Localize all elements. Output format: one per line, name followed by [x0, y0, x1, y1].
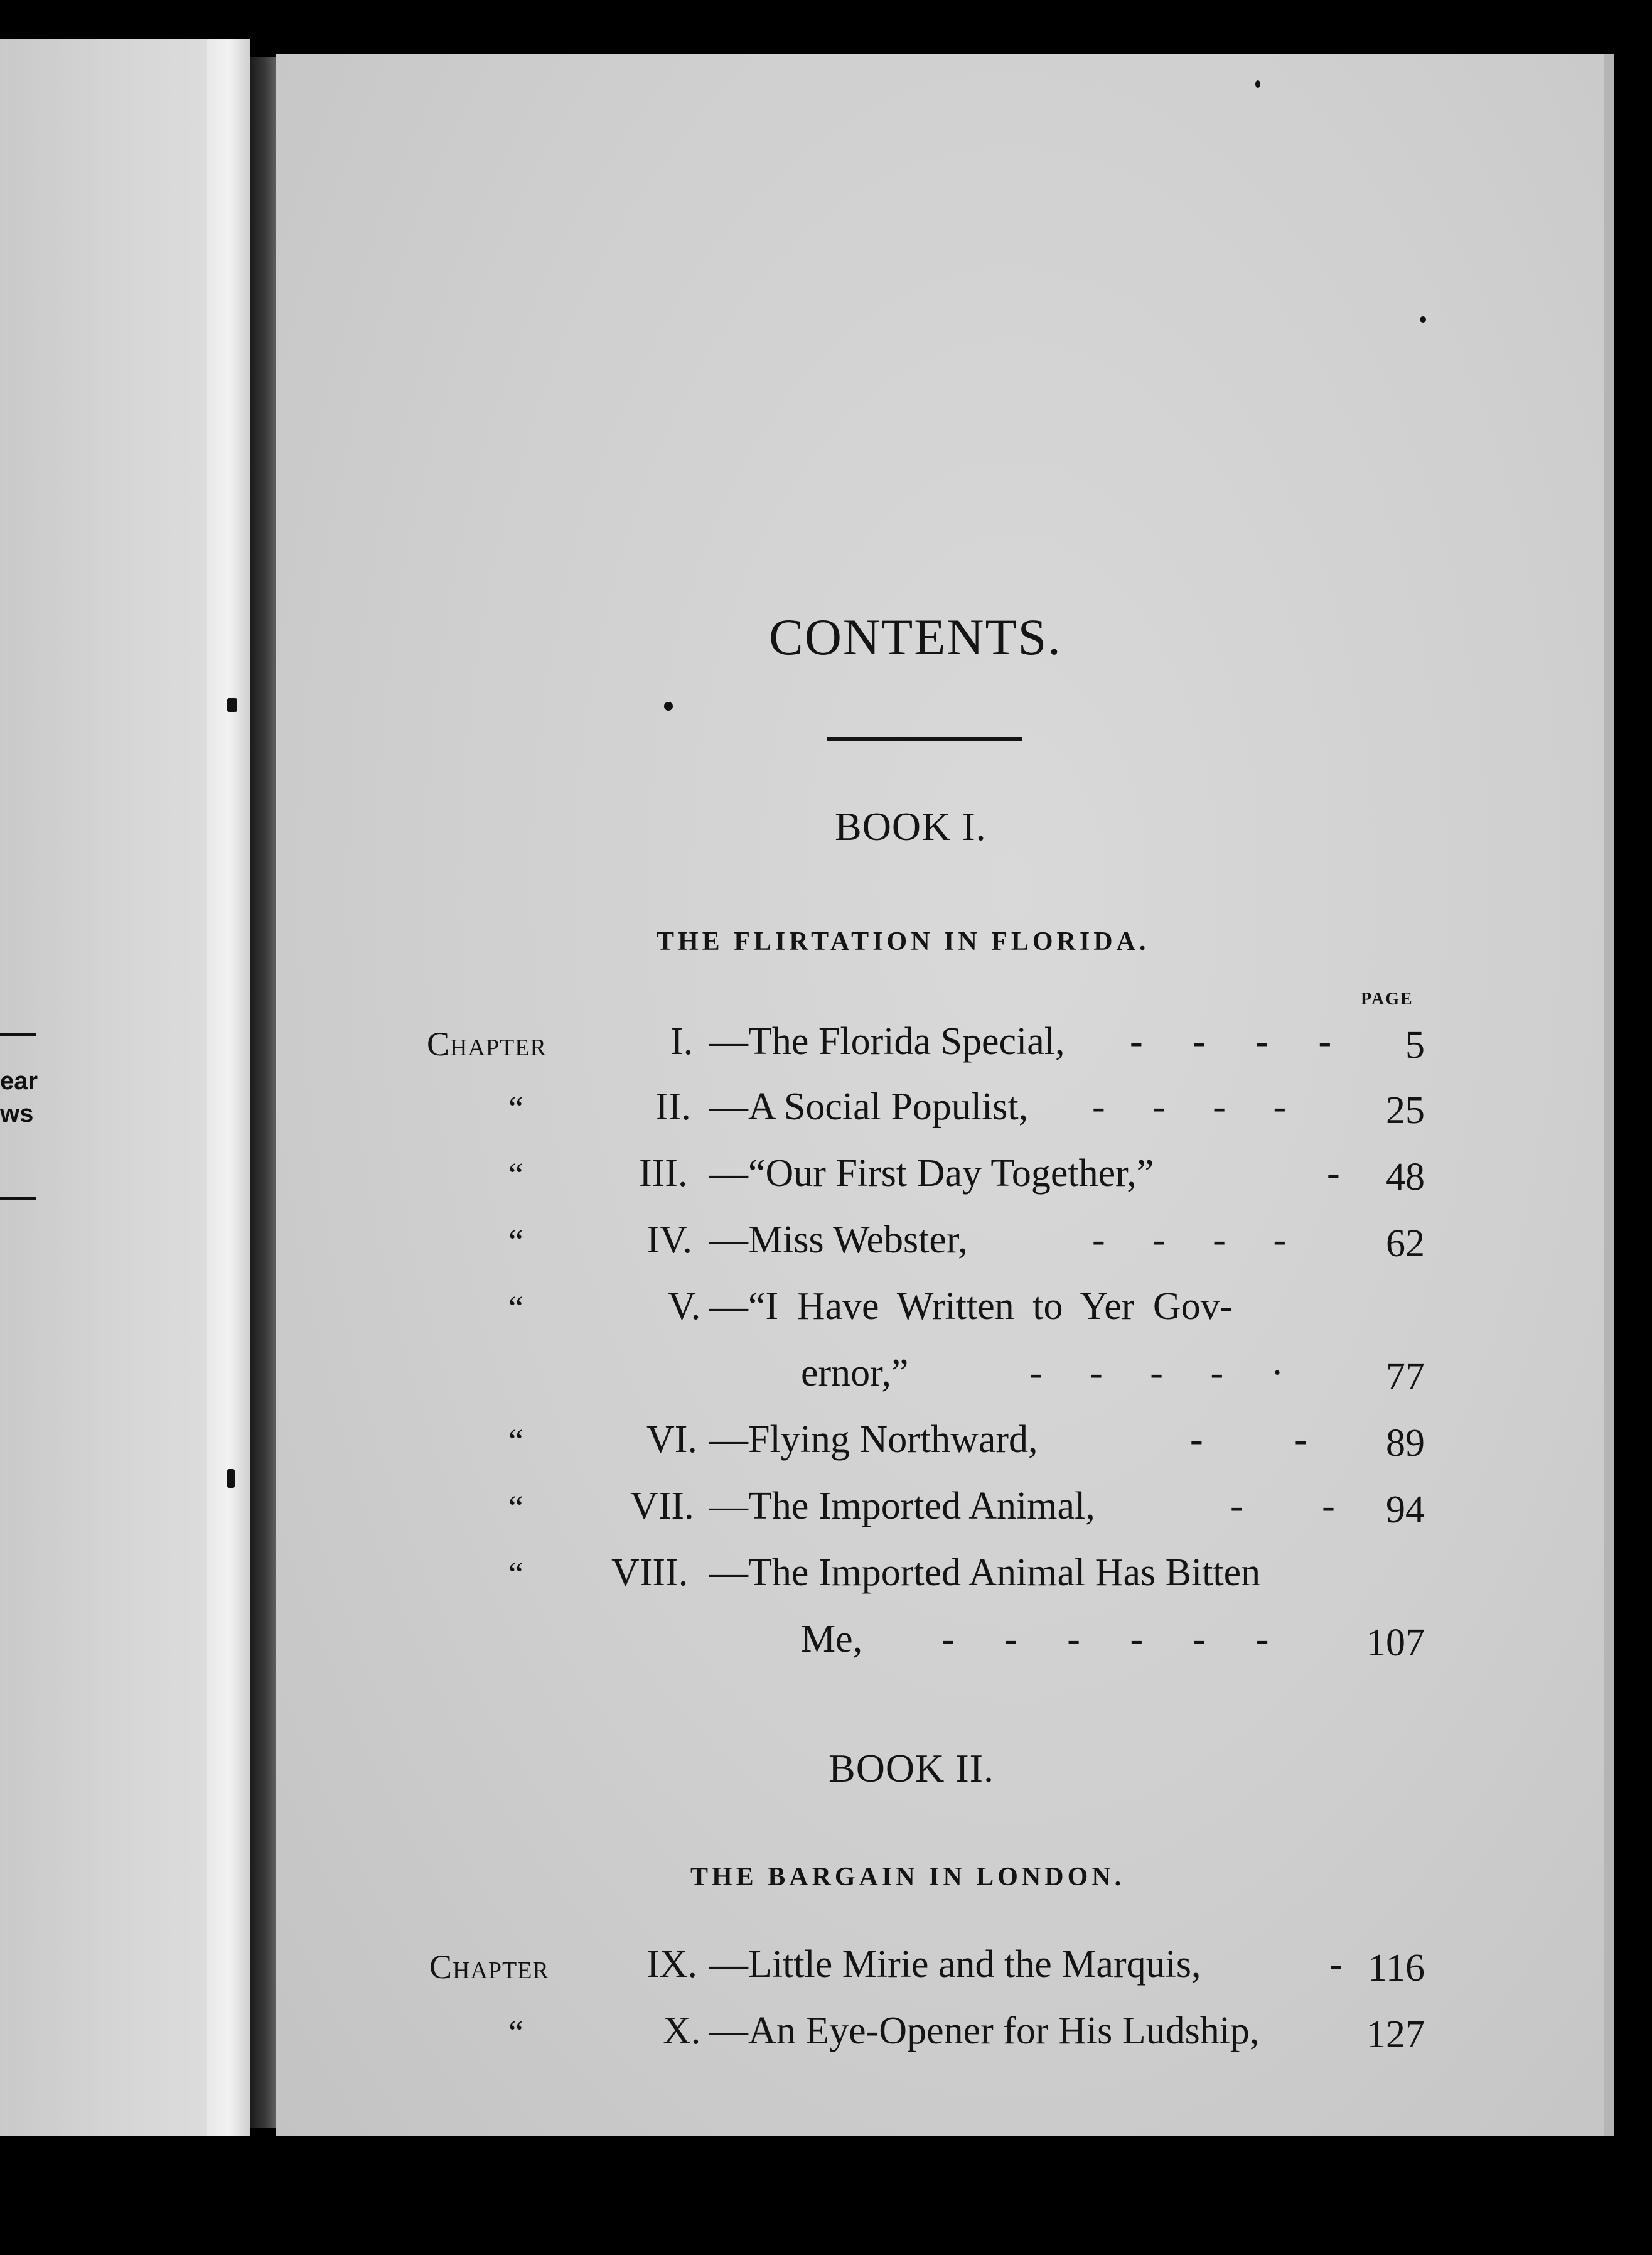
chapter-number: II. [655, 1085, 691, 1128]
page-gutter [207, 39, 250, 2136]
facing-page-rule [0, 1033, 36, 1036]
chapter-number: IV. [646, 1219, 692, 1261]
chapter-number: X. [663, 2010, 701, 2052]
chapter-title: —An Eye-Opener for His Ludship, [709, 2010, 1260, 2052]
dot-leader: - [1327, 1152, 1340, 1195]
chapter-number: V. [668, 1285, 701, 1328]
dot-leader: - - - - · [1029, 1352, 1284, 1394]
facing-page-rule [0, 1197, 36, 1200]
dot-leader: - - [1230, 1485, 1335, 1527]
chapter-title: —A Social Populist, [709, 1085, 1029, 1128]
page-number: 94 [1386, 1488, 1425, 1531]
chapter-title: —“I Have Written to Yer Gov- [709, 1285, 1233, 1328]
dot-leader: - [1329, 1943, 1343, 1986]
ditto-mark: “ [508, 1222, 523, 1260]
book-heading: BOOK I. [835, 804, 987, 849]
ditto-mark: “ [508, 2013, 523, 2051]
book-subtitle: THE FLIRTATION IN FLORIDA. [657, 927, 1150, 956]
ink-speck [227, 698, 237, 712]
chapter-number: III. [639, 1152, 688, 1195]
ink-speck [227, 1469, 235, 1488]
ditto-mark: “ [508, 1089, 523, 1127]
chapter-title: —The Florida Special, [709, 1020, 1065, 1063]
title-rule [827, 737, 1022, 741]
chapter-title: —Flying Northward, [709, 1418, 1038, 1461]
chapter-number: IX. [646, 1943, 697, 1986]
page-number: 62 [1386, 1222, 1425, 1265]
ditto-mark: “ [508, 1422, 523, 1460]
ink-speck [1255, 80, 1260, 88]
ditto-mark: “ [508, 1289, 523, 1327]
page-number: 48 [1386, 1156, 1425, 1198]
dot-leader: - - - - [1092, 1219, 1287, 1261]
ink-speck [1420, 316, 1426, 323]
page-number: 89 [1386, 1422, 1425, 1465]
chapter-title: —Miss Webster, [709, 1219, 968, 1261]
chapter-title: —Little Mirie and the Marquis, [709, 1943, 1201, 1986]
ditto-mark: “ [508, 1488, 523, 1526]
dot-leader: - - [1190, 1418, 1307, 1461]
page-edge [1604, 54, 1614, 2136]
book-heading: BOOK II. [829, 1746, 994, 1790]
chapter-label: Chapter [429, 1948, 549, 1986]
chapter-title-continuation: Me, [801, 1618, 863, 1660]
page-number: 5 [1405, 1024, 1425, 1067]
ditto-mark: “ [508, 1555, 523, 1593]
dot-leader: - - - - [1092, 1085, 1287, 1128]
book-subtitle: THE BARGAIN IN LONDON. [690, 1863, 1125, 1892]
chapter-title-continuation: ernor,” [801, 1352, 909, 1394]
chapter-title: —“Our First Day Together,” [709, 1152, 1154, 1195]
page-column-label: PAGE [1361, 989, 1413, 1009]
ditto-mark: “ [508, 1156, 523, 1193]
page-number: 77 [1386, 1355, 1425, 1398]
facing-page-line: ws [0, 1100, 34, 1128]
chapter-number: VIII. [611, 1551, 689, 1594]
page-number: 25 [1386, 1089, 1425, 1132]
dot-leader: - - - - [1130, 1020, 1332, 1063]
page-title: CONTENTS. [769, 608, 1062, 665]
chapter-number: VI. [646, 1418, 697, 1461]
chapter-label: Chapter [427, 1025, 547, 1063]
facing-page-line: ear [0, 1067, 38, 1095]
page-number: 107 [1366, 1622, 1425, 1664]
ink-speck [664, 702, 673, 711]
chapter-title: —The Imported Animal, [709, 1485, 1095, 1527]
page-number: 116 [1368, 1947, 1425, 1989]
dot-leader: - - - - - - [941, 1618, 1269, 1660]
chapter-title: —The Imported Animal Has Bitten [709, 1551, 1261, 1594]
page-number: 127 [1366, 2013, 1425, 2056]
chapter-number: VII. [630, 1485, 694, 1527]
chapter-number: I. [670, 1020, 694, 1063]
